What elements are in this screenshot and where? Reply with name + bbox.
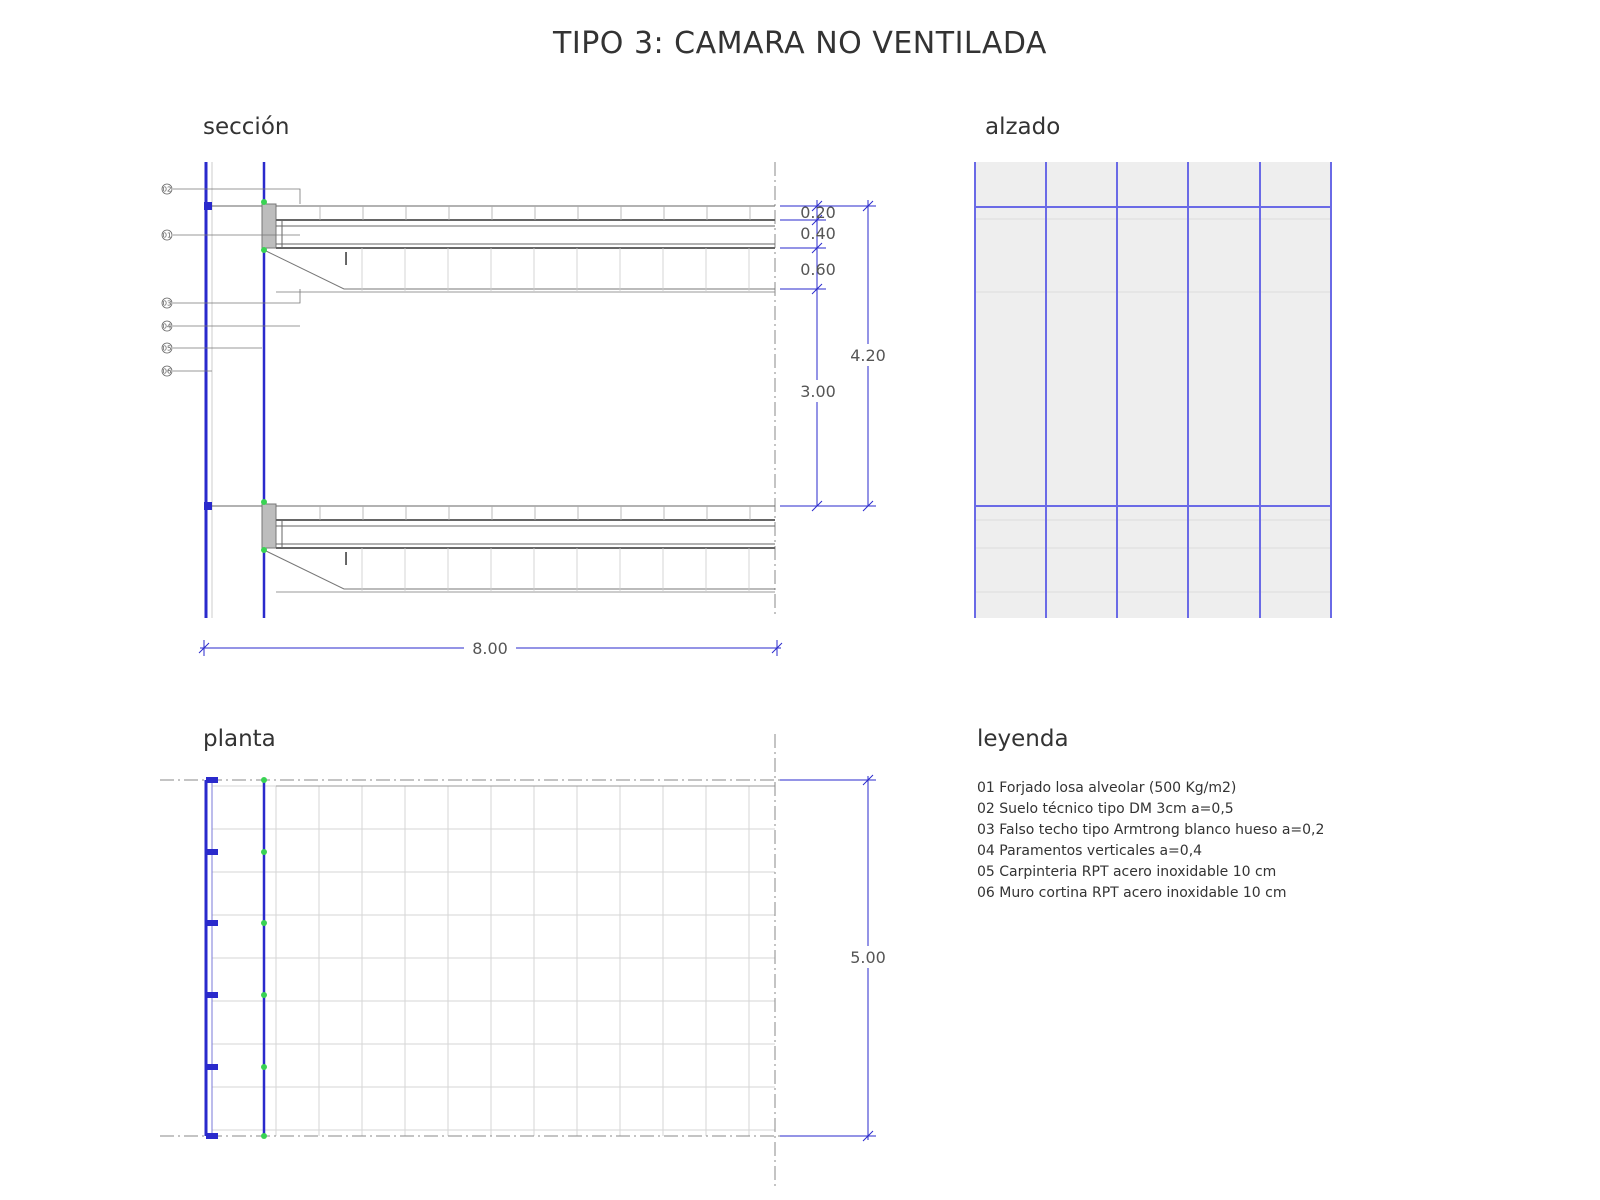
lower-slab	[204, 499, 775, 592]
dim-5-00: 5.00	[850, 948, 886, 967]
svg-text:I: I	[343, 549, 349, 570]
upper-slab	[204, 199, 775, 292]
legend-item-02: 02 Suelo técnico tipo DM 3cm a=0,5	[977, 801, 1234, 817]
legend-item-06: 06 Muro cortina RPT acero inoxidable 10 cm	[977, 885, 1287, 901]
legend-item-01: 01 Forjado losa alveolar (500 Kg/m2)	[977, 780, 1237, 796]
dim-3-00: 3.00	[800, 382, 836, 401]
callout-03: 03	[162, 299, 172, 308]
legend-item-04: 04 Paramentos verticales a=0,4	[977, 843, 1203, 859]
dim-0-40: 0.40	[800, 224, 836, 243]
section-title: sección	[203, 114, 290, 140]
callout-05: 05	[162, 344, 172, 353]
plan-grid	[212, 786, 775, 1136]
legend-item-03: 03 Falso techo tipo Armtrong blanco hueso a=0,2	[977, 822, 1325, 838]
callout-02: 02	[162, 185, 172, 194]
plan-title: planta	[203, 726, 276, 752]
dim-4-20: 4.20	[850, 346, 886, 365]
elevation-panel	[975, 162, 1331, 618]
dim-8-00: 8.00	[472, 639, 508, 658]
page-title: TIPO 3: CAMARA NO VENTILADA	[553, 26, 1047, 61]
callout-04: 04	[162, 322, 172, 331]
section-callouts	[162, 184, 300, 376]
callout-01: 01	[162, 231, 172, 240]
section-drawing	[162, 162, 890, 658]
dim-0-20: 0.20	[800, 203, 836, 222]
svg-text:I: I	[343, 249, 349, 270]
callout-06: 06	[162, 367, 172, 376]
elevation-drawing	[975, 162, 1331, 618]
legend-title: leyenda	[977, 726, 1069, 752]
legend-item-05: 05 Carpinteria RPT acero inoxidable 10 cm	[977, 864, 1277, 880]
elevation-title: alzado	[985, 114, 1061, 140]
dim-0-60: 0.60	[800, 260, 836, 279]
legend-list	[977, 778, 1324, 904]
plan-drawing	[160, 734, 890, 1186]
